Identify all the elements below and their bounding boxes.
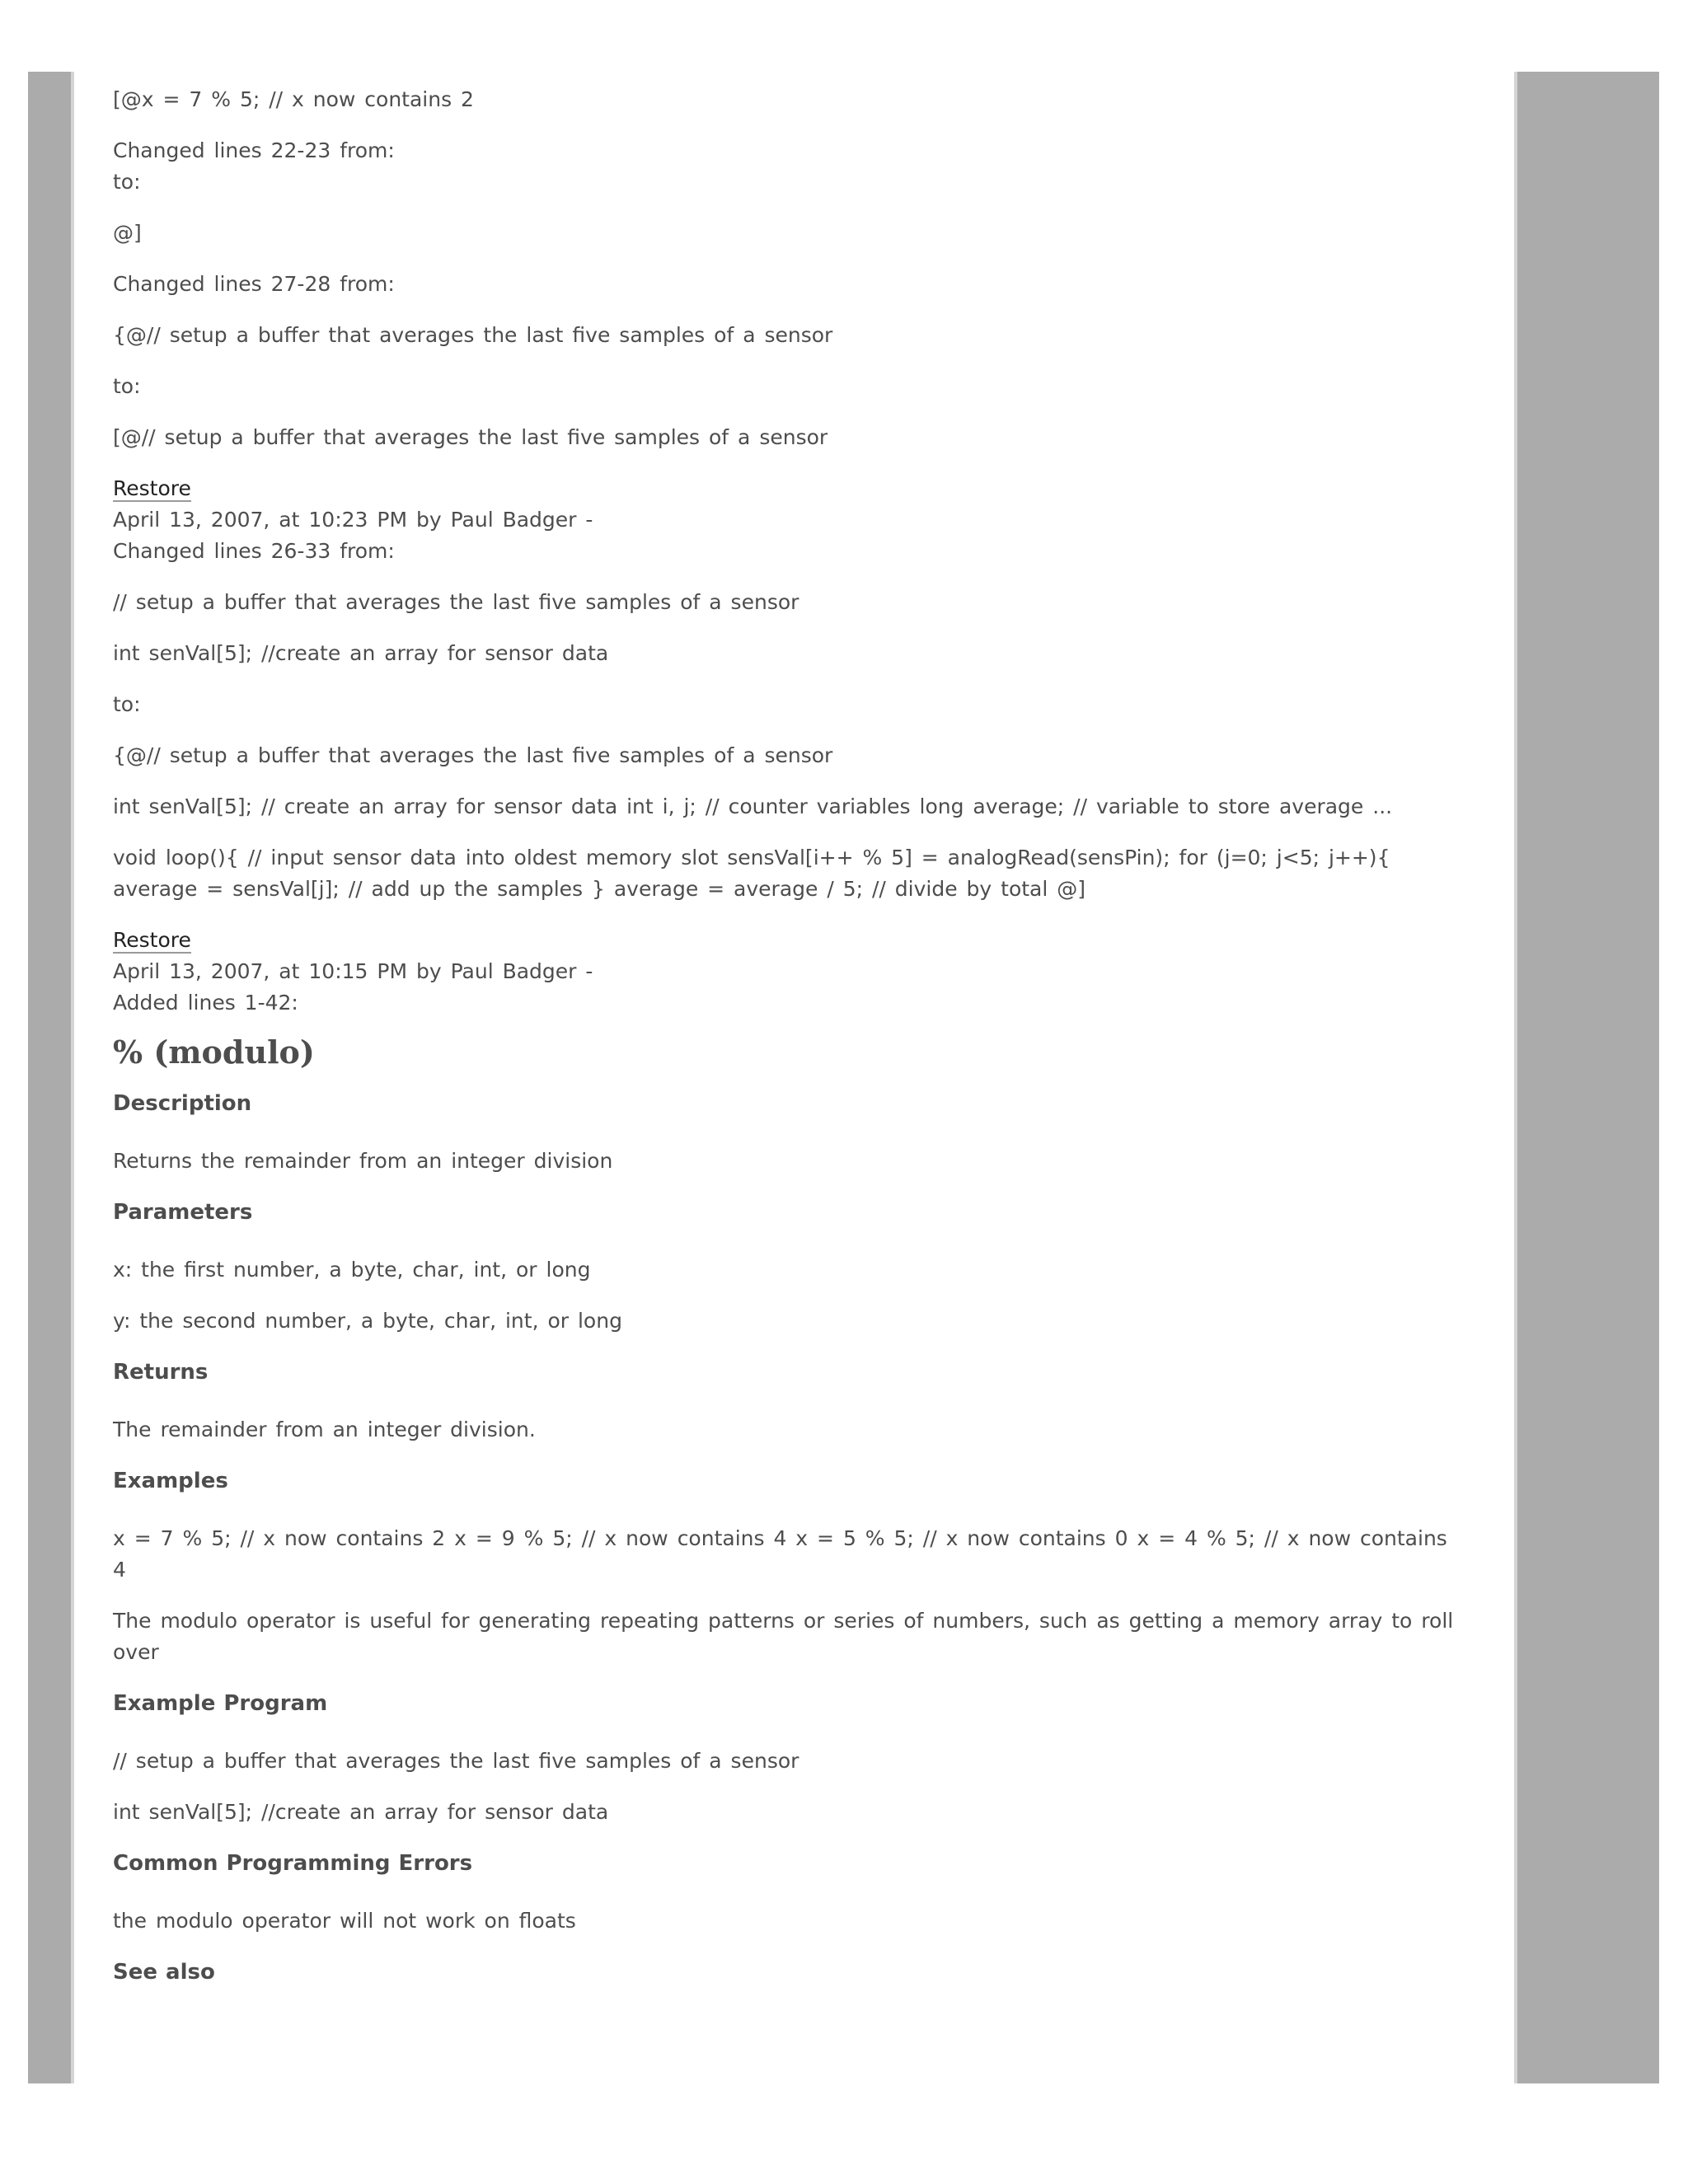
- diff-to-label: to:: [113, 692, 141, 716]
- history-entry-meta: April 13, 2007, at 10:23 PM by Paul Badger -: [113, 508, 593, 532]
- diff-change: [113, 135, 1465, 198]
- section-heading-common-errors: Common Programming Errors: [113, 1851, 473, 1876]
- description-text: Returns the remainder from an integer division: [113, 1149, 613, 1173]
- page-content: [113, 84, 1465, 2014]
- returns-text: The remainder from an integer division.: [113, 1418, 536, 1441]
- diff-change-label: Changed lines 22-23 from:: [113, 138, 395, 162]
- program-line: // setup a buffer that averages the last five samples of a sensor: [113, 1749, 799, 1773]
- history-entry-header: [113, 473, 1465, 567]
- diff-change-label: Changed lines 26-33 from:: [113, 539, 395, 563]
- left-sidebar-rail: [28, 72, 71, 2083]
- diff-line: [@// setup a buffer that averages the last five samples of a sensor: [113, 425, 828, 449]
- errors-text: the modulo operator will not work on floats: [113, 1909, 576, 1933]
- restore-link[interactable]: Restore: [113, 928, 191, 952]
- examples-note: The modulo operator is useful for generating repeating patterns or series of numbers, such as getting a memory array to roll over: [113, 1609, 1454, 1664]
- restore-link[interactable]: Restore: [113, 476, 191, 500]
- diff-line: {@// setup a buffer that averages the last five samples of a sensor: [113, 323, 833, 347]
- diff-line: int senVal[5]; //create an array for sensor data: [113, 641, 609, 665]
- section-heading-returns: Returns: [113, 1360, 209, 1385]
- diff-to-label: to:: [113, 374, 141, 398]
- diff-change-label: Changed lines 27-28 from:: [113, 272, 395, 296]
- section-heading-see-also: See also: [113, 1960, 215, 1985]
- section-heading-examples: Examples: [113, 1469, 228, 1493]
- section-heading-parameters: Parameters: [113, 1200, 253, 1225]
- diff-line: void loop(){ // input sensor data into oldest memory slot sensVal[i++ % 5] = analogRead(sensPin); for (j=0; j<5; j++){ average = sensVal[j]; // add up the samples } average = average / 5; // divide by total @]: [113, 846, 1390, 901]
- diff-line: {@// setup a buffer that averages the last five samples of a sensor: [113, 743, 833, 767]
- page-title: % (modulo): [113, 1033, 315, 1071]
- diff-line: @]: [113, 221, 142, 245]
- history-entry-meta: April 13, 2007, at 10:15 PM by Paul Badger -: [113, 959, 593, 983]
- diff-change-label: Added lines 1-42:: [113, 991, 298, 1015]
- program-line: int senVal[5]; //create an array for sensor data: [113, 1800, 609, 1824]
- history-entry-header: [113, 925, 1465, 1019]
- parameter-x: x: the first number, a byte, char, int, or long: [113, 1258, 591, 1282]
- section-heading-description: Description: [113, 1091, 252, 1116]
- diff-line: int senVal[5]; // create an array for sensor data int i, j; // counter variables long average; // variable to store average ...: [113, 794, 1393, 818]
- examples-text: x = 7 % 5; // x now contains 2 x = 9 % 5; // x now contains 4 x = 5 % 5; // x now contains 0 x = 4 % 5; // x now contains 4: [113, 1526, 1447, 1582]
- section-heading-example-program: Example Program: [113, 1691, 328, 1716]
- diff-line: [@x = 7 % 5; // x now contains 2: [113, 87, 474, 111]
- diff-line: // setup a buffer that averages the last five samples of a sensor: [113, 590, 799, 614]
- parameter-y: y: the second number, a byte, char, int, or long: [113, 1309, 622, 1333]
- diff-to-label: to:: [113, 170, 141, 194]
- right-sidebar-rail: [1517, 72, 1659, 2083]
